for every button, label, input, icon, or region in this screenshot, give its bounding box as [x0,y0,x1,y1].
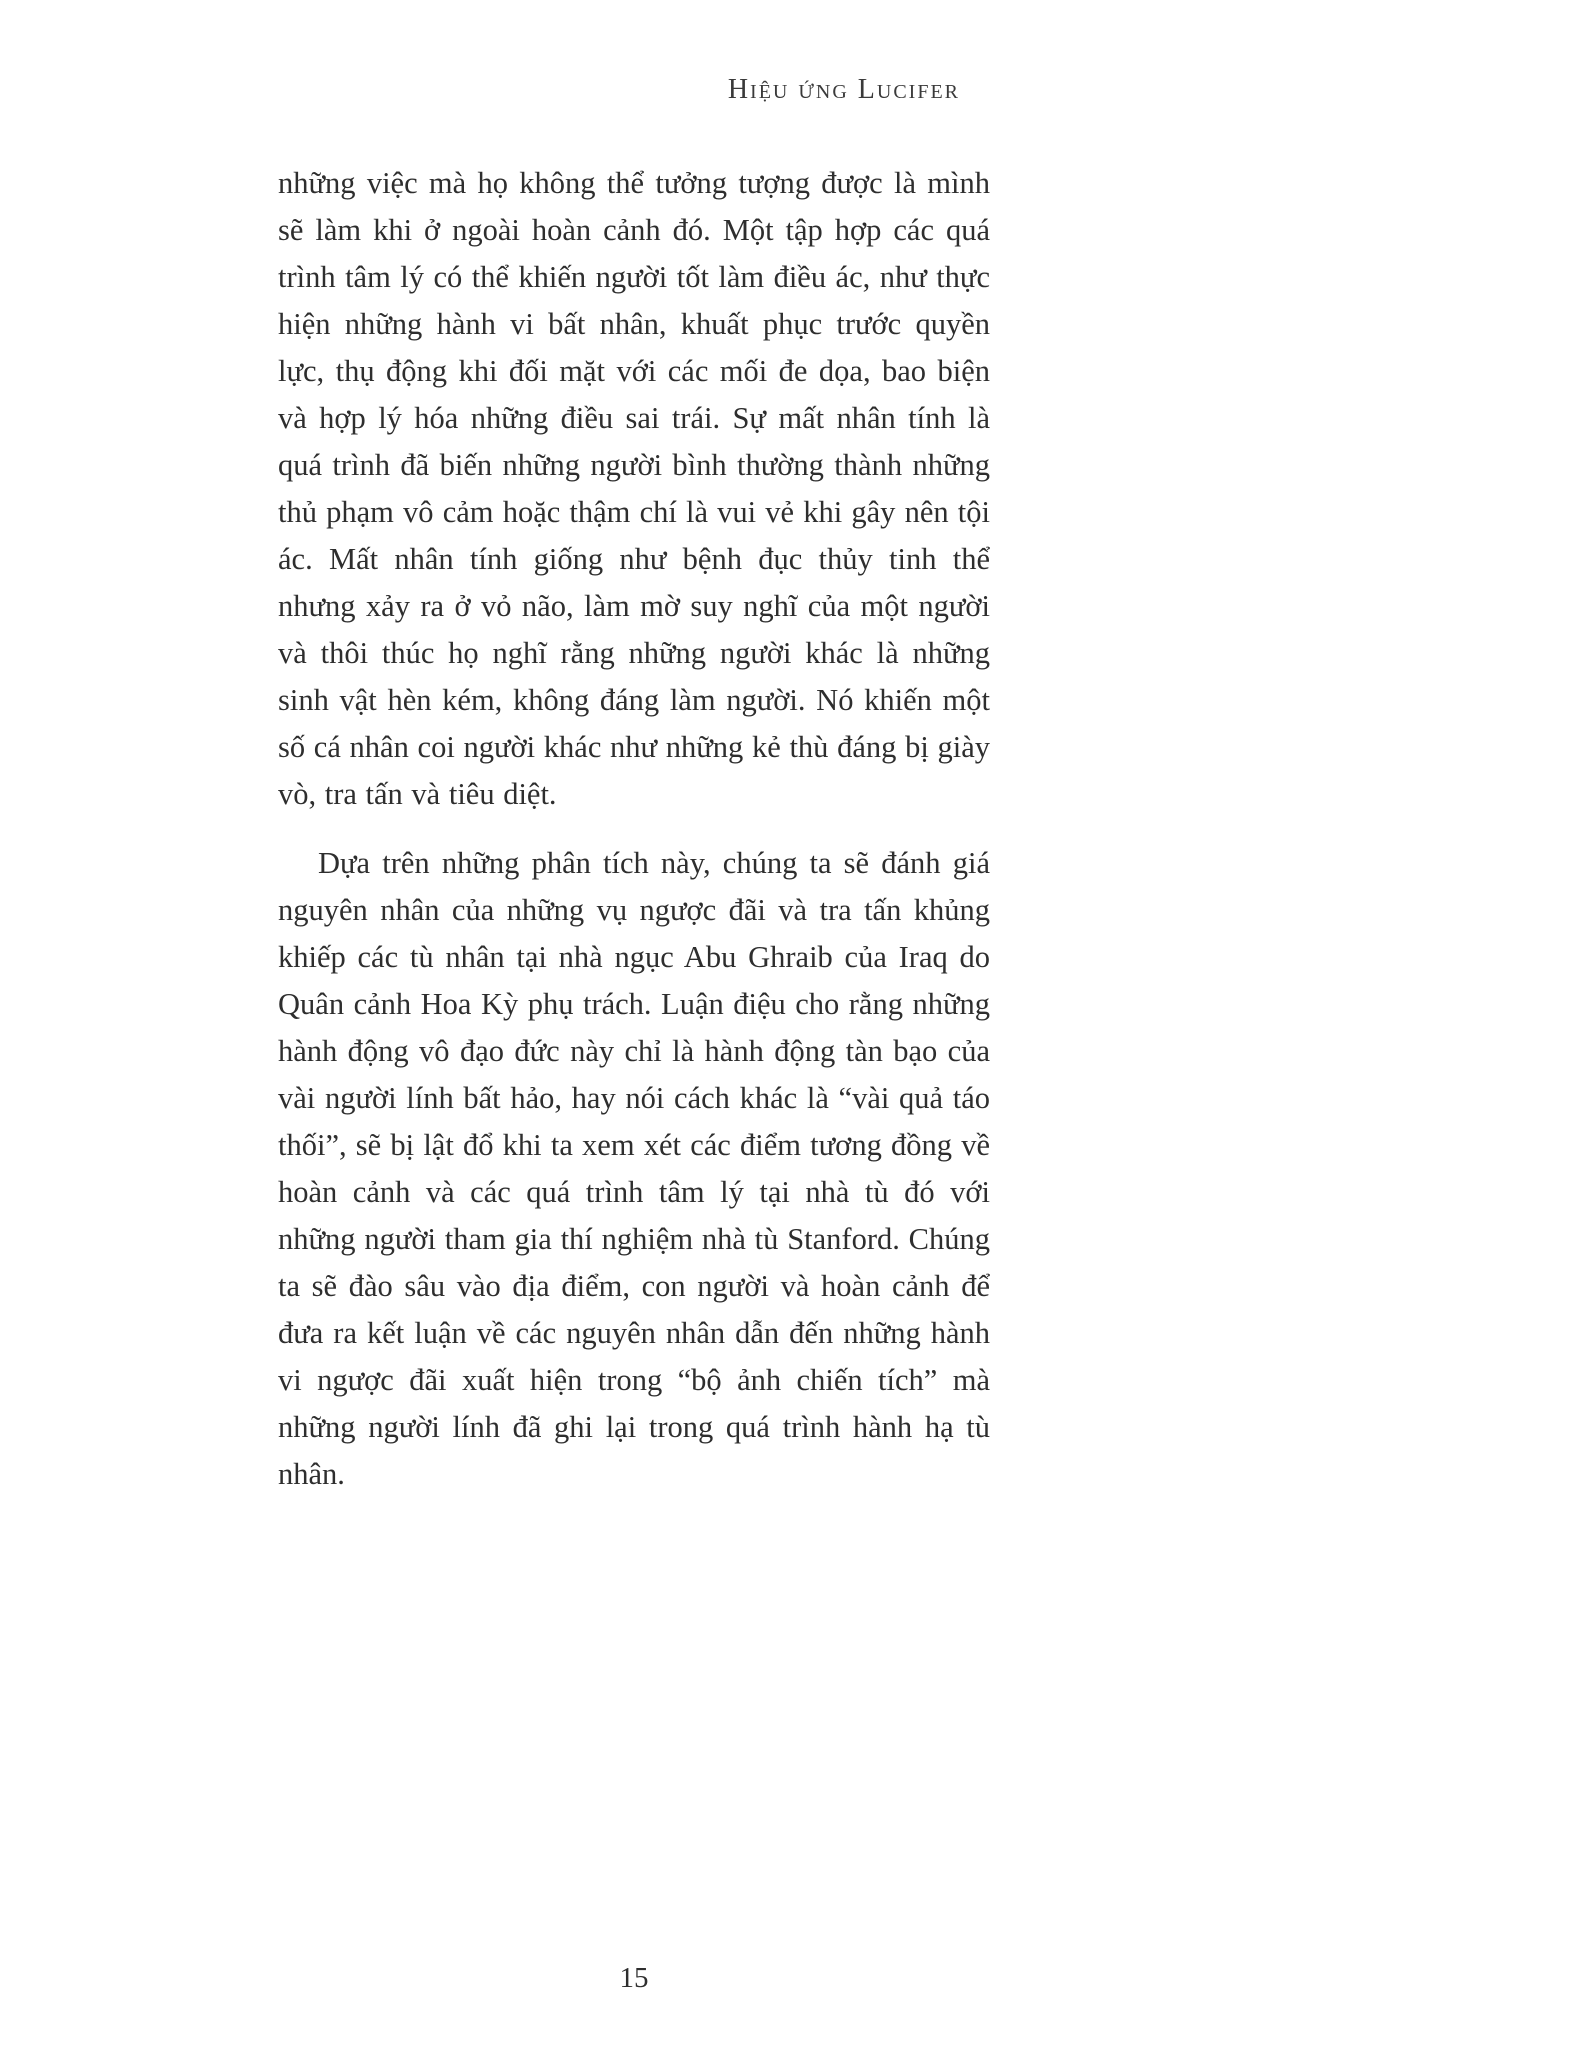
running-header: Hiệu ứng Lucifer [727,74,960,105]
paragraph-continuation: những việc mà họ không thể tưởng tượng được là mình sẽ làm khi ở ngoài hoàn cảnh đó. Một tập hợp các quá trình tâm lý có thể khiến người tốt làm điều ác, như thực hiện những hành vi bất nhân, khuất phục trước quyền lực, thụ động khi đối mặt với các mối đe dọa, bao biện và hợp lý hóa những điều sai trái. Sự mất nhân tính là quá trình đã biến những người bình thường thành những thủ phạm vô cảm hoặc thậm chí là vui vẻ khi gây nên tội ác. Mất nhân tính giống như bệnh đục thủy tinh thể nhưng xảy ra ở vỏ não, làm mờ suy nghĩ của một người và thôi thúc họ nghĩ rằng những người khác là những sinh vật hèn kém, không đáng làm người. Nó khiến một số cá nhân coi người khác như những kẻ thù đáng bị giày vò, tra tấn và tiêu diệt. [278,166,990,811]
page-content [278,160,990,1498]
paragraph: Dựa trên những phân tích này, chúng ta sẽ đánh giá nguyên nhân của những vụ ngược đãi và tra tấn khủng khiếp các tù nhân tại nhà ngục Abu Ghraib của Iraq do Quân cảnh Hoa Kỳ phụ trách. Luận điệu cho rằng những hành động vô đạo đức này chỉ là hành động tàn bạo của vài người lính bất hảo, hay nói cách khác là “vài quả táo thối”, sẽ bị lật đổ khi ta xem xét các điểm tương đồng về hoàn cảnh và các quá trình tâm lý tại nhà tù đó với những người tham gia thí nghiệm nhà tù Stanford. Chúng ta sẽ đào sâu vào địa điểm, con người và hoàn cảnh để đưa ra kết luận về các nguyên nhân dẫn đến những hành vi ngược đãi xuất hiện trong “bộ ảnh chiến tích” mà những người lính đã ghi lại trong quá trình hành hạ tù nhân. [278,846,990,1491]
page-number: 15 [619,1962,649,1994]
